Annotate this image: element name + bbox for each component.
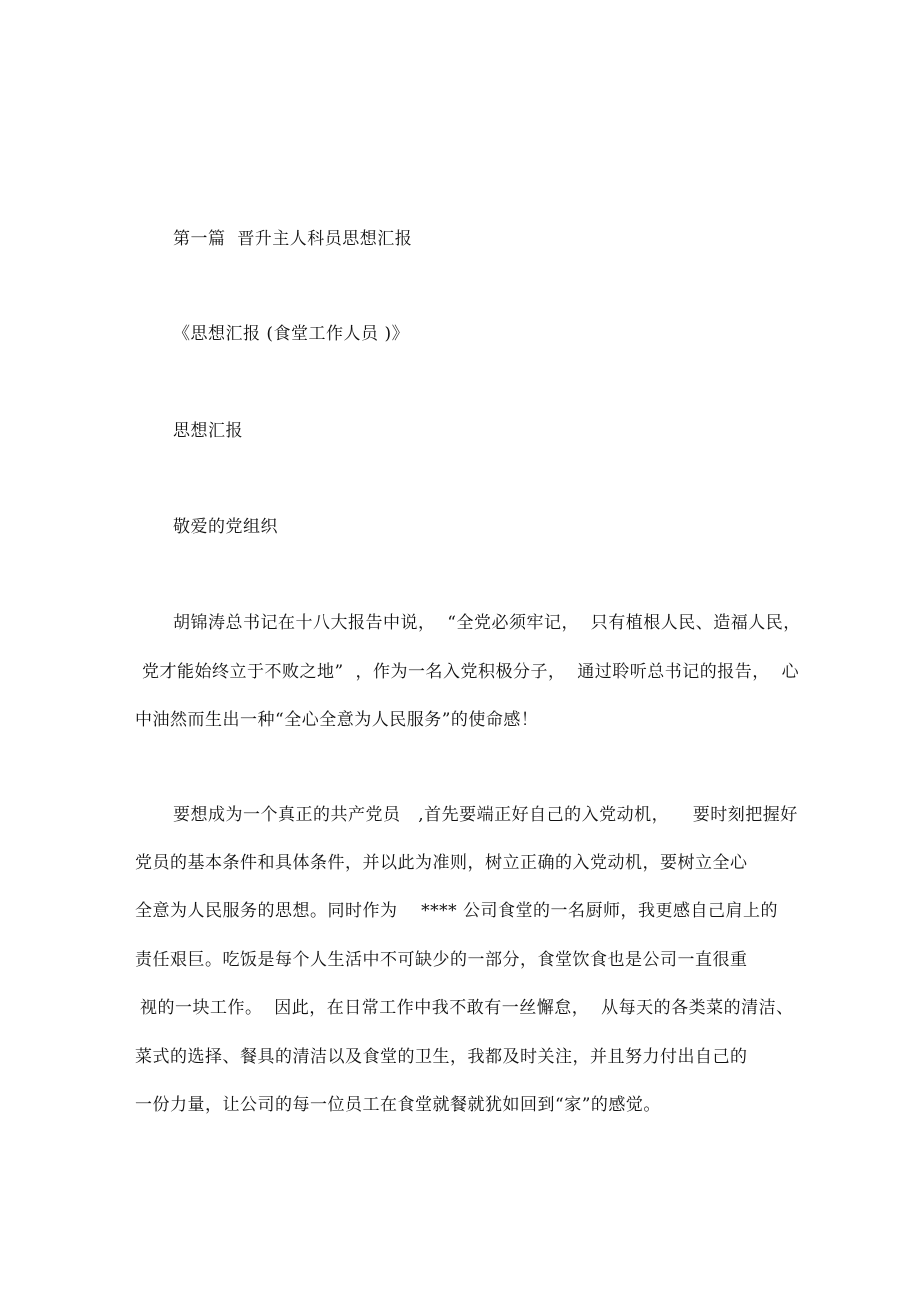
salutation: 敬爱的党组织 xyxy=(173,517,278,537)
paragraph2-line5: 视的一块工作。 因此，在日常工作中我不敢有一丝懈怠， 从每天的各类菜的清洁、 xyxy=(140,998,794,1018)
paragraph1-line1: 胡锦涛总书记在十八大报告中说， “全党必须牢记， 只有植根人民、造福人民， xyxy=(173,613,801,633)
paragraph2-line4: 责任艰巨。吃饭是每个人生活中不可缺少的一部分，食堂饮食也是公司一直很重 xyxy=(135,950,748,970)
paragraph2-line3: 全意为人民服务的思想。同时作为 **** 公司食堂的一名厨师，我更感自己肩上的 xyxy=(135,901,779,921)
paragraph2-line6: 菜式的选择、餐具的清洁以及食堂的卫生，我都及时关注，并且努力付出自己的 xyxy=(135,1047,748,1067)
paragraph1-line2: 党才能始终立于不败之地” ，作为一名入党积极分子， 通过聆听总书记的报告， 心 xyxy=(142,662,800,682)
paragraph2-line2: 党员的基本条件和具体条件，并以此为准则，树立正确的入党动机，要树立全心 xyxy=(135,853,748,873)
paragraph1-line3: 中油然而生出一种“全心全意为人民服务”的使命感！ xyxy=(135,710,539,730)
chapter-heading: 第一篇 晋升主人科员思想汇报 xyxy=(173,229,413,249)
paragraph2-line1: 要想成为一个真正的共产党员 ,首先要端正好自己的入党动机， 要时刻把握好 xyxy=(173,805,798,825)
paragraph2-line7: 一份力量，让公司的每一位员工在食堂就餐就犹如回到“家”的感觉。 xyxy=(135,1095,661,1115)
report-title: 《思想汇报 (食堂工作人员 )》 xyxy=(173,324,410,344)
report-heading: 思想汇报 xyxy=(173,421,243,441)
